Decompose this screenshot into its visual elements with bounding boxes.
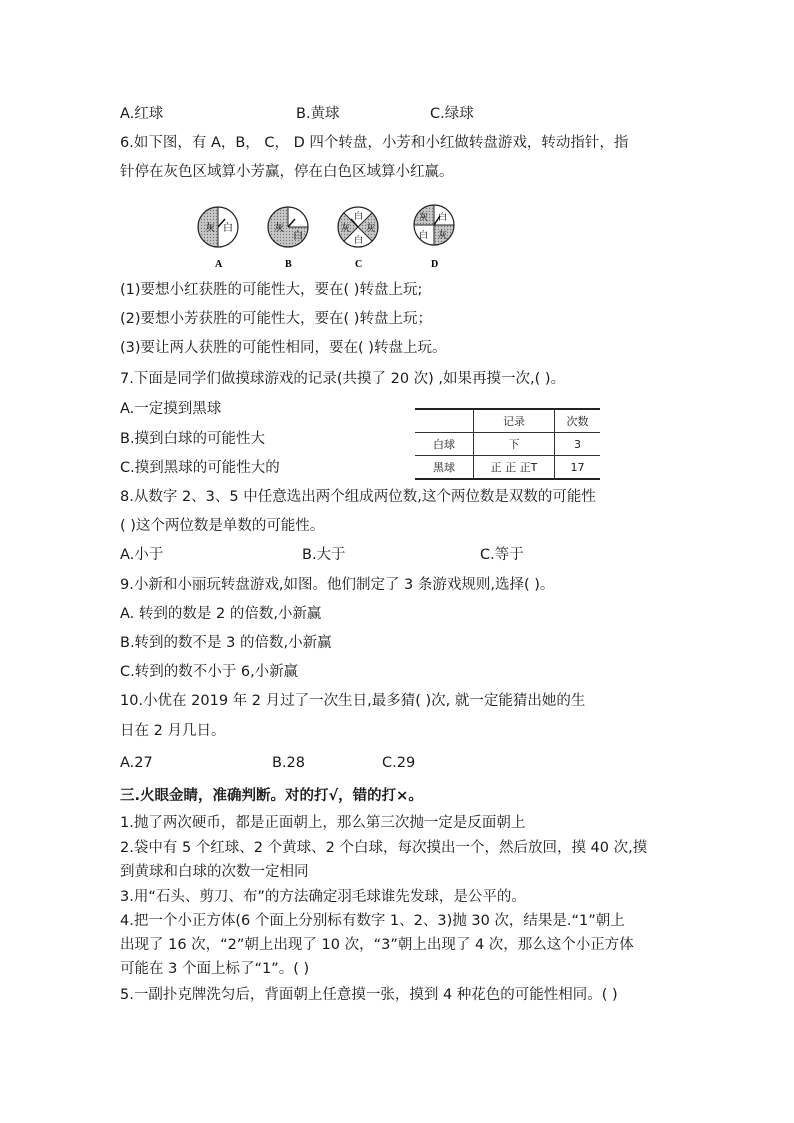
table-cell: 正 正 正T: [474, 456, 555, 480]
spinner-d-bl-text: 白: [419, 231, 429, 241]
q9-option-c: C.转到的数不小于 6,小新赢: [120, 664, 299, 680]
spinner-a-label: A: [215, 259, 223, 270]
section3-title: 三.火眼金睛，准确判断。对的打√，错的打×。: [120, 788, 423, 804]
q9-option-b: B.转到的数不是 3 的倍数,小新赢: [120, 635, 332, 651]
q5-option-b: B.黄球: [296, 106, 340, 122]
spinner-a-gray-text: 灰: [205, 223, 215, 234]
q8-option-b: B.大于: [302, 547, 346, 563]
section3-item-4-line2: 出现了 16 次，“2”朝上出现了 10 次，“3”朝上出现了 4 次，那么这个小正方体: [120, 937, 634, 953]
q10-option-a: A.27: [120, 755, 153, 771]
section3-item-4-line3: 可能在 3 个面上标了“1”。( ): [120, 961, 310, 977]
spinner-c: [338, 207, 378, 270]
table-cell: 下: [474, 433, 555, 456]
spinner-b-white-text: 白: [293, 231, 303, 242]
spinner-b-gray-text: 灰: [274, 223, 284, 234]
q8-stem-line2: ( )这个两位数是单数的可能性。: [120, 518, 325, 534]
section3-item-2-line1: 2.袋中有 5 个红球、2 个黄球、2 个白球，每次摸出一个，然后放回，摸 40 次,摸: [120, 840, 648, 856]
q7-option-a: A.一定摸到黑球: [120, 401, 222, 417]
q10-stem-line1: 10.小优在 2019 年 2 月过了一次生日,最多猜( )次, 就一定能猜出她的生: [120, 693, 586, 709]
table-header-cell: [415, 409, 474, 433]
q8-option-c: C.等于: [480, 547, 524, 563]
q6-sub3: (3)要让两人获胜的可能性相同，要在( )转盘上玩。: [120, 340, 447, 356]
spinner-figure: [180, 195, 470, 273]
q5-option-c: C.绿球: [430, 106, 474, 122]
q7-option-b: B.摸到白球的可能性大: [120, 431, 266, 447]
section3-item-2-line2: 到黄球和白球的次数一定相同: [120, 864, 309, 880]
table-row: [415, 433, 600, 456]
q9-stem: 9.小新和小丽玩转盘游戏,如图。他们制定了 3 条游戏规则,选择( )。: [120, 577, 555, 593]
q7-record-table: [415, 408, 600, 480]
spinner-c-bottom-text: 白: [354, 236, 364, 246]
q9-option-a: A. 转到的数是 2 的倍数,小新赢: [120, 606, 322, 622]
spinner-c-top-text: 白: [354, 212, 364, 222]
spinner-c-right-text: 灰: [366, 224, 376, 234]
section3-item-3: 3.用“石头、剪刀、布”的方法确定羽毛球谁先发球，是公平的。: [120, 889, 526, 905]
q10-option-b: B.28: [272, 755, 306, 771]
table-cell: 3: [555, 433, 601, 456]
q5-option-a: A.红球: [120, 106, 164, 122]
q10-option-c: C.29: [382, 755, 416, 771]
spinner-d-tr-text: 白: [438, 213, 448, 223]
spinner-c-left-text: 灰: [341, 224, 351, 234]
section3-item-4-line1: 4.把一个小正方体(6 个面上分别标有数字 1、2、3)抛 30 次，结果是.“1”朝上: [120, 913, 625, 929]
spinner-c-label: C: [355, 259, 363, 270]
q6-sub2: (2)要想小芳获胜的可能性大，要在( )转盘上玩；: [120, 311, 432, 327]
q6-stem-line1: 6.如下图，有 A，B， C， D 四个转盘，小芳和小红做转盘游戏，转动指针，指: [120, 135, 629, 151]
spinner-d-br-text: 灰: [438, 231, 448, 241]
q7-stem: 7.下面是同学们做摸球游戏的记录(共摸了 20 次) ,如果再摸一次,( )。: [120, 371, 566, 387]
table-cell: 白球: [415, 433, 474, 456]
section3-item-1: 1.抛了两次硬币，都是正面朝上，那么第三次抛一定是反面朝上: [120, 815, 526, 831]
q8-stem-line1: 8.从数字 2、3、5 中任意选出两个组成两位数,这个两位数是双数的可能性: [120, 489, 596, 505]
table-row: [415, 456, 600, 480]
table-cell: 17: [555, 456, 601, 480]
table-header-cell: 次数: [555, 409, 601, 433]
table-cell: 黑球: [415, 456, 474, 480]
q7-option-c: C.摸到黑球的可能性大的: [120, 460, 280, 476]
spinner-b-label: B: [285, 259, 292, 270]
q8-option-a: A.小于: [120, 547, 164, 563]
spinner-b: [268, 207, 308, 270]
spinner-d-label: D: [431, 259, 439, 270]
q10-stem-line2: 日在 2 月几日。: [120, 723, 226, 739]
spinner-a-white-text: 白: [223, 223, 233, 234]
spinner-d: [414, 205, 454, 270]
section3-item-5: 5.一副扑克牌洗匀后，背面朝上任意摸一张，摸到 4 种花色的可能性相同。( ): [120, 987, 618, 1003]
spinner-a: [198, 207, 238, 270]
table-row: [415, 409, 600, 433]
q6-stem-line2: 针停在灰色区域算小芳赢，停在白色区域算小红赢。: [120, 164, 454, 180]
q6-sub1: (1)要想小红获胜的可能性大，要在( )转盘上玩;: [120, 282, 423, 298]
table-header-cell: 记录: [474, 409, 555, 433]
spinner-d-tl-text: 灰: [419, 213, 429, 223]
